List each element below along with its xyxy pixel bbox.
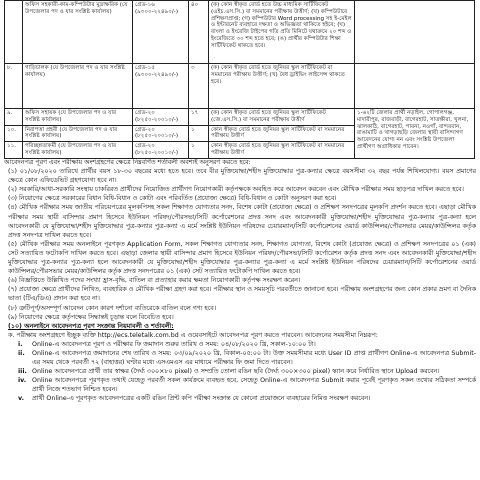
condition-item: (৬) বিজ্ঞপ্তিতে উল্লিখিত পদের সংখ্যা হ্রাস-বৃদ্ধি, বাতিল বা প্রত্যাহার করার ক্ষমতা নিয়োগকারী কর্তৃপক্ষ সংরক্ষণ করেন। — [8, 277, 301, 285]
item-number: v. — [18, 395, 24, 403]
condition-item: (২) সরকারি/আধা-সরকারি সংস্থায় চাকরিরত প্রার্থীদের নিয়োজিত প্রার্থীগণ নিয়োগকারী কর্তৃপক্ষকে অবহিত করে আবেদন করবেন এবং মৌখিক পরীক্ষার সময় ছাড়পত্র দাখিল করতে হবে। — [8, 186, 464, 194]
cell-qual: (ক) কোন স্বীকৃত বোর্ড হতে উচ্চ মাধ্যমিক সার্টিফিকেট (এইচ.এস.সি.) বা সমমানের পরীক্ষায় উত্তীর্ণ; (খ) কম্পিউটারে প্রশিক্ষণপ্রাপ্ত; (গ) কম্পিউটার Word processing সহ ই-মেইল ও ইন্টারনেট ব্যবহারে দক্ষতা ও অভিজ্ঞতা থাকিতে হইবে; (ঘ) বাংলা ও ইংরেজি টাইপের গতি প্রতি মিনিটে যথাক্রমে ২০ শব্দ ও ইংরেজিতে ৩০ শব্দ হতে হবে; (ঙ) প্রার্থীর কম্পিউটার শিক্ষা সার্টিফিকেট থাকতে হবে। — [209, 1, 355, 64]
posts-table — [4, 0, 475, 159]
cell-qual: (ক) কোন স্বীকৃত বোর্ড হতে জুনিয়র স্কুল সার্টিফিকেট (জে.এস.সি.) বা সমমানের পরীক্ষায় উত্তীর্ণ — [209, 109, 355, 126]
cell-dist — [355, 64, 475, 109]
online-heading: (১০) অনলাইনে আবেদনপত্র পূরণ সংক্রান্ত নিয়মাবলী ও শর্তাবলী: — [8, 322, 174, 330]
online-list — [4, 340, 476, 404]
cell-scale: গ্রেড-২০ (৮২৫০-২০০১০/-) — [133, 109, 189, 126]
cell-dist: ১-৬২টি জেলার প্রার্থী নড়াইল, গোপালগঞ্জ, মাদারীপুর, রাজবাড়ী, বাগেরহাট, সাতক্ষীরা, খুলনা, ঝালকাঠি, বাগেরহাট, পাবনা, নওগাঁ, বান্দরবান, রাঙামাটি ও খাগড়াছড়ি জেলার স্থায়ী বাসিন্দাগণ আবেদনের যোগ্য নন এবং সংশ্লিষ্ট উপজেলা প্রার্থীগণ অগ্রাধিকার পাবেন। — [355, 109, 475, 159]
cell-scale: গ্রেড-২০ (৮২৫০-২০০১০/-) — [133, 142, 189, 159]
item-text: Online আবেদনপত্রে প্রার্থী তার স্বাক্ষর (দৈর্ঘ্য ৩০০×৮০ pixel) ও সম্প্রতি তোলা রঙিন ছবি (দৈর্ঘ্য ৩০০×৩০০ pixel) স্ক্যান করে নির্ধারিত স্থানে Upload করবেন। — [32, 368, 440, 376]
item-text: প্রার্থী Online-এ পূরণকৃত আবেদনপত্রের একটি রঙিন প্রিন্ট কপি পরীক্ষা সংক্রান্ত যে কোনো প্রয়োজনে ব্যবহারের নিমিত্ত সংরক্ষণ করবেন। — [32, 395, 371, 403]
cell-sl — [5, 1, 23, 64]
condition-item: (৭) প্রযোজ্য ক্ষেত্রে প্রার্থীদের লিখিত, ব্যবহারিক ও মৌখিক পরীক্ষা গ্রহণ করা হবে। পরীক্ষার স্থান ও সময়সূচি পরবর্তীতে জানানো হবে। পরীক্ষায় অংশগ্রহণের জন্য কোন প্রকার ভ্রমণ বা দৈনিক ভাতা (টিএ/ডিএ) প্রদান করা হবে না। — [8, 286, 476, 303]
cell-qual: (ক) কোন স্বীকৃত বোর্ড হতে জুনিয়র স্কুল সার্টিফিকেট বা সমমানের পরীক্ষায় উত্তীর্ণ; (খ) বৈধ ড্রাইভিং লাইসেন্স থাকতে হবে। — [209, 64, 355, 109]
list-item — [18, 349, 476, 367]
item-number: i. — [18, 340, 23, 348]
item-number: ii. — [18, 349, 25, 357]
cell-qual: কোন স্বীকৃত বোর্ড হতে জুনিয়র স্কুল সার্টিফিকেট বা সমমানের পরীক্ষায় উত্তীর্ণ — [209, 142, 355, 159]
cell-scale: গ্রেড-১৬ (৯৩০০-২২৪৯০/-) — [133, 1, 189, 64]
conditions-section — [4, 158, 476, 404]
online-intro: ক. পরীক্ষায় অংশগ্রহণে ইচ্ছুক ব্যক্তি http://ecs.teletalk.com.bd এ ওয়েবসাইটে আবেদনপত্র পূরণ করতে পারবেন। আবেদনের সময়সীমা নিম্নরূপ: — [8, 331, 378, 339]
cell-post: অফিস সহকারী-কাম-কম্পিউটার মুদ্রাক্ষরিক (যে উপজেলার পদ ও যার সংশ্লিষ্ট কার্যালয়) — [23, 1, 133, 64]
cell-post: গাড়িচালক (যে উপজেলার পদ ও যার সংশ্লিষ্ট কার্যালয়) — [23, 64, 133, 109]
table-row — [5, 64, 475, 109]
cell-num: ৩ — [189, 64, 209, 109]
cell-num: ১ — [189, 142, 209, 159]
cell-dist — [355, 1, 475, 64]
cell-post: পরিচ্ছন্নতাকর্মী (যে উপজেলার পদ ও যার সংশ্লিষ্ট কার্যালয়) — [23, 142, 133, 159]
conditions-intro: আবেদনপত্র পূরণ এবং পরীক্ষায় অংশগ্রহণের ক্ষেত্রে নিম্নবর্ণিত শর্তাবলী অবশ্যই অনুসরণ করতে হবে: — [4, 159, 251, 166]
cell-post: নিরাপত্তা প্রহরী (যে উপজেলার পদ ও যার সংশ্লিষ্ট কার্যালয়) — [23, 125, 133, 142]
cell-sl: ৮. — [5, 64, 23, 109]
item-number: iii. — [18, 368, 27, 376]
list-item — [18, 376, 476, 394]
cell-num: ১ — [189, 125, 209, 142]
table-row — [5, 1, 475, 64]
cell-post: অফিস সহায়ক (যে উপজেলার পদ ও যার সংশ্লিষ্ট কার্যালয়) — [23, 109, 133, 126]
item-text: Online আবেদনপত্রে পূরণকৃত তথ্যই যেহেতু পরবর্তী সকল কার্যক্রমে ব্যবহৃত হবে, সেহেতু Online-এ আবেদনপত্র Submit করার পূর্বেই পূরণকৃত সকল তথ্যের সঠিকতা সম্পর্কে প্রার্থী নিজে শতভাগ নিশ্চিত হবেন। — [32, 377, 476, 394]
cell-sl: ৯. — [5, 109, 23, 126]
cell-scale: গ্রেড-২০ (৮২৫০-২০০১০/-) — [133, 125, 189, 142]
condition-item: (৮) ত্রুটিপূর্ণ/অসম্পূর্ণ আবেদন কোন কারণ দর্শানো ব্যতিরেকে বাতিল বলে গণ্য হবে। — [8, 304, 217, 312]
cell-scale: গ্রেড-১৫ (৯৩০০-২২৪৯০/-) — [133, 64, 189, 109]
item-number: iv. — [18, 377, 27, 385]
condition-item: (৯) নিয়োগের ক্ষেত্রে কর্তৃপক্ষের সিদ্ধান্তই চূড়ান্ত বলে বিবেচিত হবে। — [8, 313, 174, 321]
list-item — [18, 394, 476, 403]
item-text: Online-এ আবেদনপত্র পূরণ ও পরীক্ষার ফি জমাদান শুরুর তারিখ ও সময়: ০৪/০৮/২০২০ খ্রি, সকাল-১০:০০ টা। — [32, 340, 316, 348]
cell-qual: কোন স্বীকৃত বোর্ড হতে জুনিয়র স্কুল সার্টিফিকেট বা সমমানের পরীক্ষায় উত্তীর্ণ — [209, 125, 355, 142]
condition-item: (৪) মৌখিক পরীক্ষার সময় জাতীয় পরিচয়পত্রের মূলকপিসহ সকল শিক্ষাগত যোগ্যতার সনদ, বিশেষ কোটা (প্রযোজ্য ক্ষেত্রে) ও প্রশিক্ষণ সনদপত্রের মূলকপি প্রদর্শন করতে হবে। এছাড়া মৌখিক পরীক্ষার সময় স্থায়ী বাসিন্দার প্রমাণ হিসেবে ইউনিয়ন পরিষদ/পৌরসভা/সিটি কর্পোরেশনের প্রদত্ত সনদ এবং আবেদনকারী মুক্তিযোদ্ধা/শহীদ মুক্তিযোদ্ধার পুত্র-কন্যার পুত্র-কন্যা হলে আবেদনকারী যে মুক্তিযোদ্ধা/শহীদ মুক্তিযোদ্ধার পুত্র-কন্যার পুত্র-কন্যা এ মর্মে সংশ্লিষ্ট ইউনিয়ন পরিষদের চেয়ারম্যান/সিটি কর্পোরেশনের ওয়ার্ড কাউন্সিলর/পৌরসভার মেয়র/কাউন্সিলর কর্তৃক প্রদত্ত সনদপত্র দাখিল করতে হবে। — [8, 204, 476, 239]
cell-num: ৪০ — [189, 1, 209, 64]
condition-item: (৩) নিয়োগের ক্ষেত্রে সরকারের বিধান বিধি-বিধান ও কোটা এবং পরিবর্তিত (প্রযোজ্য ক্ষেত্রে) বিধি-বিধান ও কোটা অনুসরণ করা হবে। — [8, 195, 337, 203]
list-item — [18, 340, 476, 349]
item-text: Online-এ আবেদনপত্র জমাদানের শেষ তারিখ ও সময়: ০৩/০৯/২০২০ খ্রি, বিকাল-০৫:০০ টা। উক্ত সময়সীমার মধ্যে User ID প্রাপ্ত প্রার্থীগণ Online-এ আবেদনপত্র Submit-এর সময় থেকে পরবর্তী ৭২ (বাহাত্তর) ঘণ্টার মধ্যে এসএমএস এর মাধ্যমে পরীক্ষার ফি জমা দিতে পারবেন। — [32, 349, 476, 367]
cell-num: ১৭ — [189, 109, 209, 126]
condition-item: (৫) মৌখিক পরীক্ষার সময় অনলাইনে পূরণকৃত Application Form, সকল শিক্ষাগত যোগ্যতার সনদ, শিক্ষাগত যোগ্যতা, বিশেষ কোটা (প্রযোজ্য ক্ষেত্রে) ও প্রশিক্ষণ সনদপত্রের ০১ (এক) সেট সত্যায়িত ফটোকপি দাখিল করতে হবে। এছাড়া জেলার স্থায়ী বাসিন্দার প্রমাণ হিসেবে ইউনিয়ন পরিষদ/পৌরসভা/সিটি কর্পোরেশন কর্তৃক প্রদত্ত সনদ এবং আবেদনকারী মুক্তিযোদ্ধা/শহীদ মুক্তিযোদ্ধার পুত্র-কন্যার পুত্র-কন্যা হলে আবেদনকারী যে মুক্তিযোদ্ধা/শহীদ মুক্তিযোদ্ধার পুত্র-কন্যার পুত্র-কন্যা এ মর্মে সংশ্লিষ্ট ইউনিয়ন পরিষদের চেয়ারম্যান/সিটি কর্পোরেশনের ওয়ার্ড কাউন্সিলর/পৌরসভার মেয়র/কাউন্সিলর কর্তৃক প্রদত্ত সনদপত্রের ০১ (এক) সেট সত্যায়িত ফটোকপি দাখিল করতে হবে। — [8, 240, 476, 276]
cell-sl: ১০. — [5, 125, 23, 142]
list-item — [18, 367, 476, 376]
condition-item: (১) ০১/০৮/২০২০ তারিখে প্রার্থীর বয়স ১৮-৩০ বছরের মধ্যে হতে হবে। তবে বীর মুক্তিযোদ্ধা/শহীদ মুক্তিযোদ্ধার পুত্র-কন্যার ক্ষেত্রে বয়সসীমা ৩২ বছর পর্যন্ত শিথিলযোগ্য। বয়স প্রমাণের ক্ষেত্রে কোন এফিডেভিট গ্রহণযোগ্য হবে না। — [8, 168, 476, 185]
cell-sl: ১১. — [5, 142, 23, 159]
table-row — [5, 109, 475, 126]
